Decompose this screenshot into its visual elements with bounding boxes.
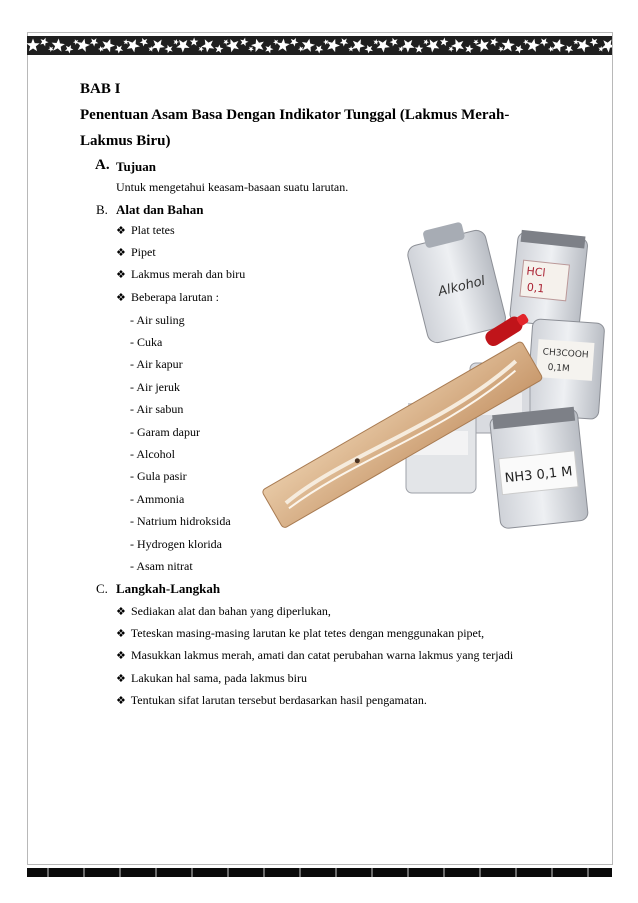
solution-item: - Hydrogen klorida [130,537,222,551]
bullet-diamond-icon: ❖ [116,247,126,259]
list-item: ❖ Lakmus merah dan biru [116,267,246,281]
solution-item: - Natrium hidroksida [130,514,231,528]
solution-item: - Cuka [130,335,163,349]
solution-item: - Gula pasir [130,469,187,483]
solution-item: - Alcohol [130,447,176,461]
solution-item: - Ammonia [130,492,185,506]
solution-item: - Air kapur [130,357,183,371]
lab-materials-photo [260,213,610,543]
solution-item: - Garam dapur [130,425,200,439]
section-c-letter: C. [96,581,108,596]
section-b-letter: B. [96,202,108,217]
bullet-diamond-icon: ❖ [116,628,126,640]
svg-text:NH3 0,1 M: NH3 0,1 M [504,464,574,487]
bullet-diamond-icon: ❖ [116,225,126,237]
svg-text:HCl: HCl [525,264,547,280]
bullet-diamond-icon: ❖ [116,650,126,662]
bottle-nh3 [489,406,588,529]
bullet-diamond-icon: ❖ [116,269,126,281]
chapter-heading: BAB I [80,81,121,97]
list-item: ❖ Lakukan hal sama, pada lakmus biru [116,671,307,685]
list-item: ❖ Teteskan masing-masing larutan ke plat tetes dengan menggunakan pipet, [116,626,485,640]
section-a-letter: A. [95,157,110,173]
list-item: ❖ Beberapa larutan : [116,290,219,304]
svg-text:CH3COOH: CH3COOH [542,347,589,361]
solution-item: - Air sabun [130,402,184,416]
solution-item: - Asam nitrat [130,559,193,573]
lab-materials-illustration [260,213,610,543]
list-item: ❖ Pipet [116,245,156,259]
list-item: ❖ Tentukan sifat larutan tersebut berdasarkan hasil pengamatan. [116,693,427,707]
title-line-2: Lakmus Biru) [80,133,171,149]
bottle-alkohol [403,217,508,345]
svg-text:0,1: 0,1 [526,280,545,296]
section-b-heading: Alat dan Bahan [116,202,204,217]
solution-item: - Air jeruk [130,380,180,394]
title-line-1: Penentuan Asam Basa Dengan Indikator Tunggal (Lakmus Merah- [80,107,510,123]
bottle-label: Alkohol [436,273,487,300]
bottle-hcl [509,230,588,329]
bullet-diamond-icon: ❖ [116,606,126,618]
list-item: ❖ Sediakan alat dan bahan yang diperlukan, [116,604,331,618]
list-item: ❖ Plat tetes [116,223,175,237]
section-a-text: Untuk mengetahui keasam-basaan suatu larutan. [116,180,349,194]
list-item: ❖ Masukkan lakmus merah, amati dan catat perubahan warna lakmus yang terjadi [116,648,514,662]
svg-text:0,1M: 0,1M [547,362,570,375]
section-c-heading: Langkah-Langkah [116,581,221,596]
bullet-diamond-icon: ❖ [116,673,126,685]
bullet-diamond-icon: ❖ [116,292,126,304]
bullet-diamond-icon: ❖ [116,695,126,707]
solution-item: - Air suling [130,313,185,327]
section-a-heading: Tujuan [116,159,156,174]
